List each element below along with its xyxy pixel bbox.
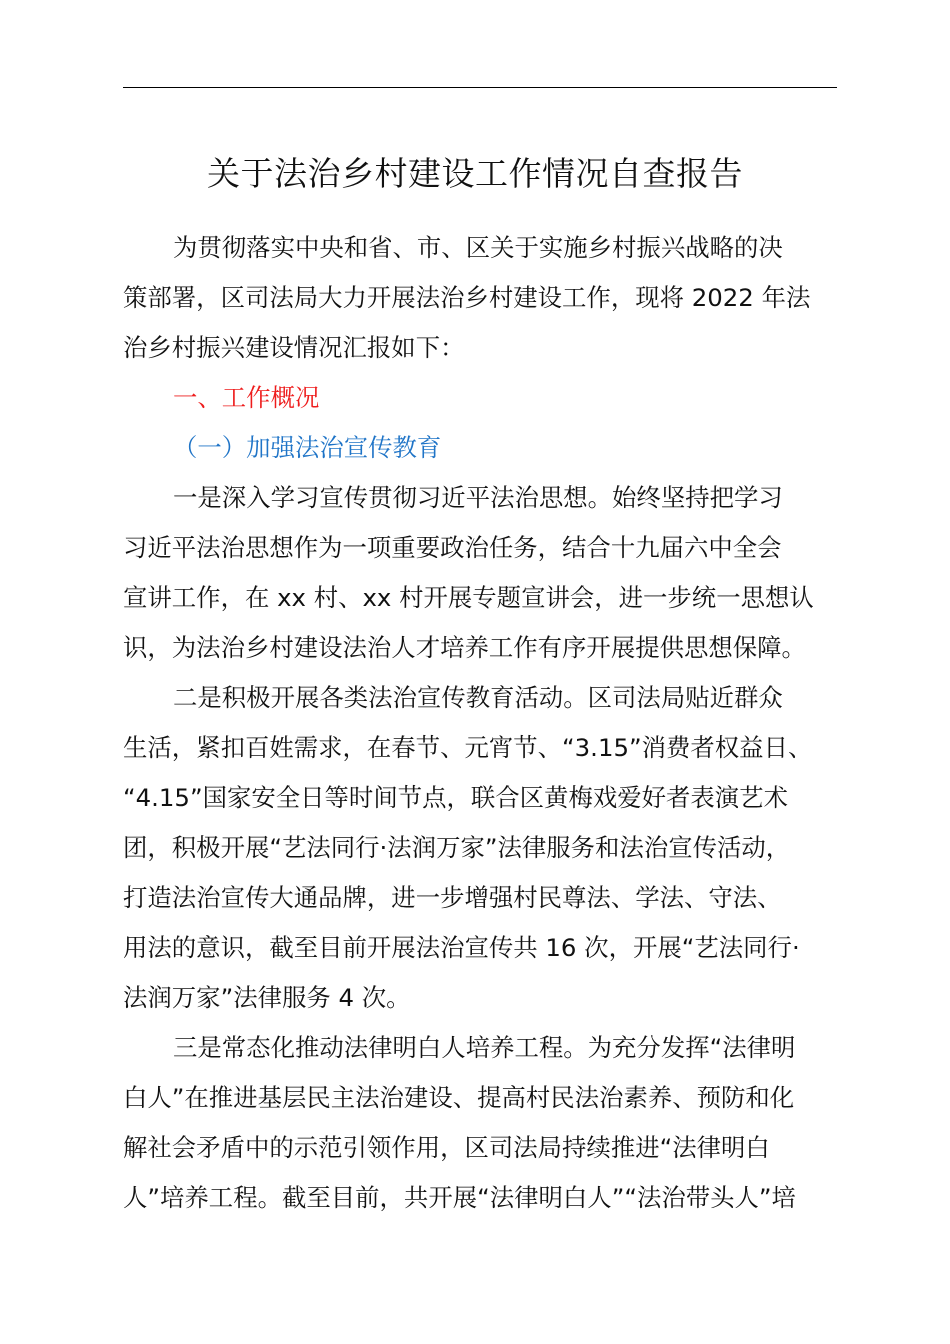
- para-2-line-6: 用法的意识，截至目前开展法治宣传共 16 次，开展“艺法同行·: [123, 933, 800, 962]
- para-2-line-3: “4.15”国家安全日等时间节点，联合区黄梅戏爱好者表演艺术: [123, 783, 788, 812]
- intro-line-2: 策部署，区司法局大力开展法治乡村建设工作，现将 2022 年法: [123, 283, 811, 312]
- subsection-heading-legal-education: （一）加强法治宣传教育: [173, 433, 442, 462]
- intro-line-1: 为贯彻落实中央和省、市、区关于实施乡村振兴战略的决: [173, 233, 783, 262]
- para-2-line-1: 二是积极开展各类法治宣传教育活动。区司法局贴近群众: [173, 683, 783, 712]
- para-2-line-7: 法润万家”法律服务 4 次。: [123, 983, 411, 1012]
- para-3-line-3: 解社会矛盾中的示范引领作用，区司法局持续推进“法律明白: [123, 1133, 770, 1162]
- para-1-line-2: 习近平法治思想作为一项重要政治任务，结合十九届六中全会: [123, 533, 782, 562]
- section-heading-work-overview: 一、工作概况: [173, 383, 320, 412]
- para-2-line-5: 打造法治宣传大通品牌，进一步增强村民尊法、学法、守法、: [123, 883, 782, 912]
- para-3-line-4: 人”培养工程。截至目前，共开展“法律明白人”“法治带头人”培: [123, 1183, 796, 1212]
- document-title: 关于法治乡村建设工作情况自查报告: [207, 154, 743, 193]
- intro-line-3: 治乡村振兴建设情况汇报如下：: [123, 333, 465, 362]
- header-rule: [123, 87, 837, 88]
- para-3-line-1: 三是常态化推动法律明白人培养工程。为充分发挥“法律明: [173, 1033, 796, 1062]
- para-1-line-1: 一是深入学习宣传贯彻习近平法治思想。始终坚持把学习: [173, 483, 783, 512]
- para-2-line-2: 生活，紧扣百姓需求，在春节、元宵节、“3.15”消费者权益日、: [123, 733, 813, 762]
- para-1-line-4: 识，为法治乡村建设法治人才培养工作有序开展提供思想保障。: [123, 633, 806, 662]
- para-3-line-2: 白人”在推进基层民主法治建设、提高村民法治素养、预防和化: [123, 1083, 795, 1112]
- para-2-line-4: 团，积极开展“艺法同行·法润万家”法律服务和法治宣传活动，: [123, 833, 791, 862]
- para-1-line-3: 宣讲工作，在 xx 村、xx 村开展专题宣讲会，进一步统一思想认: [123, 583, 814, 612]
